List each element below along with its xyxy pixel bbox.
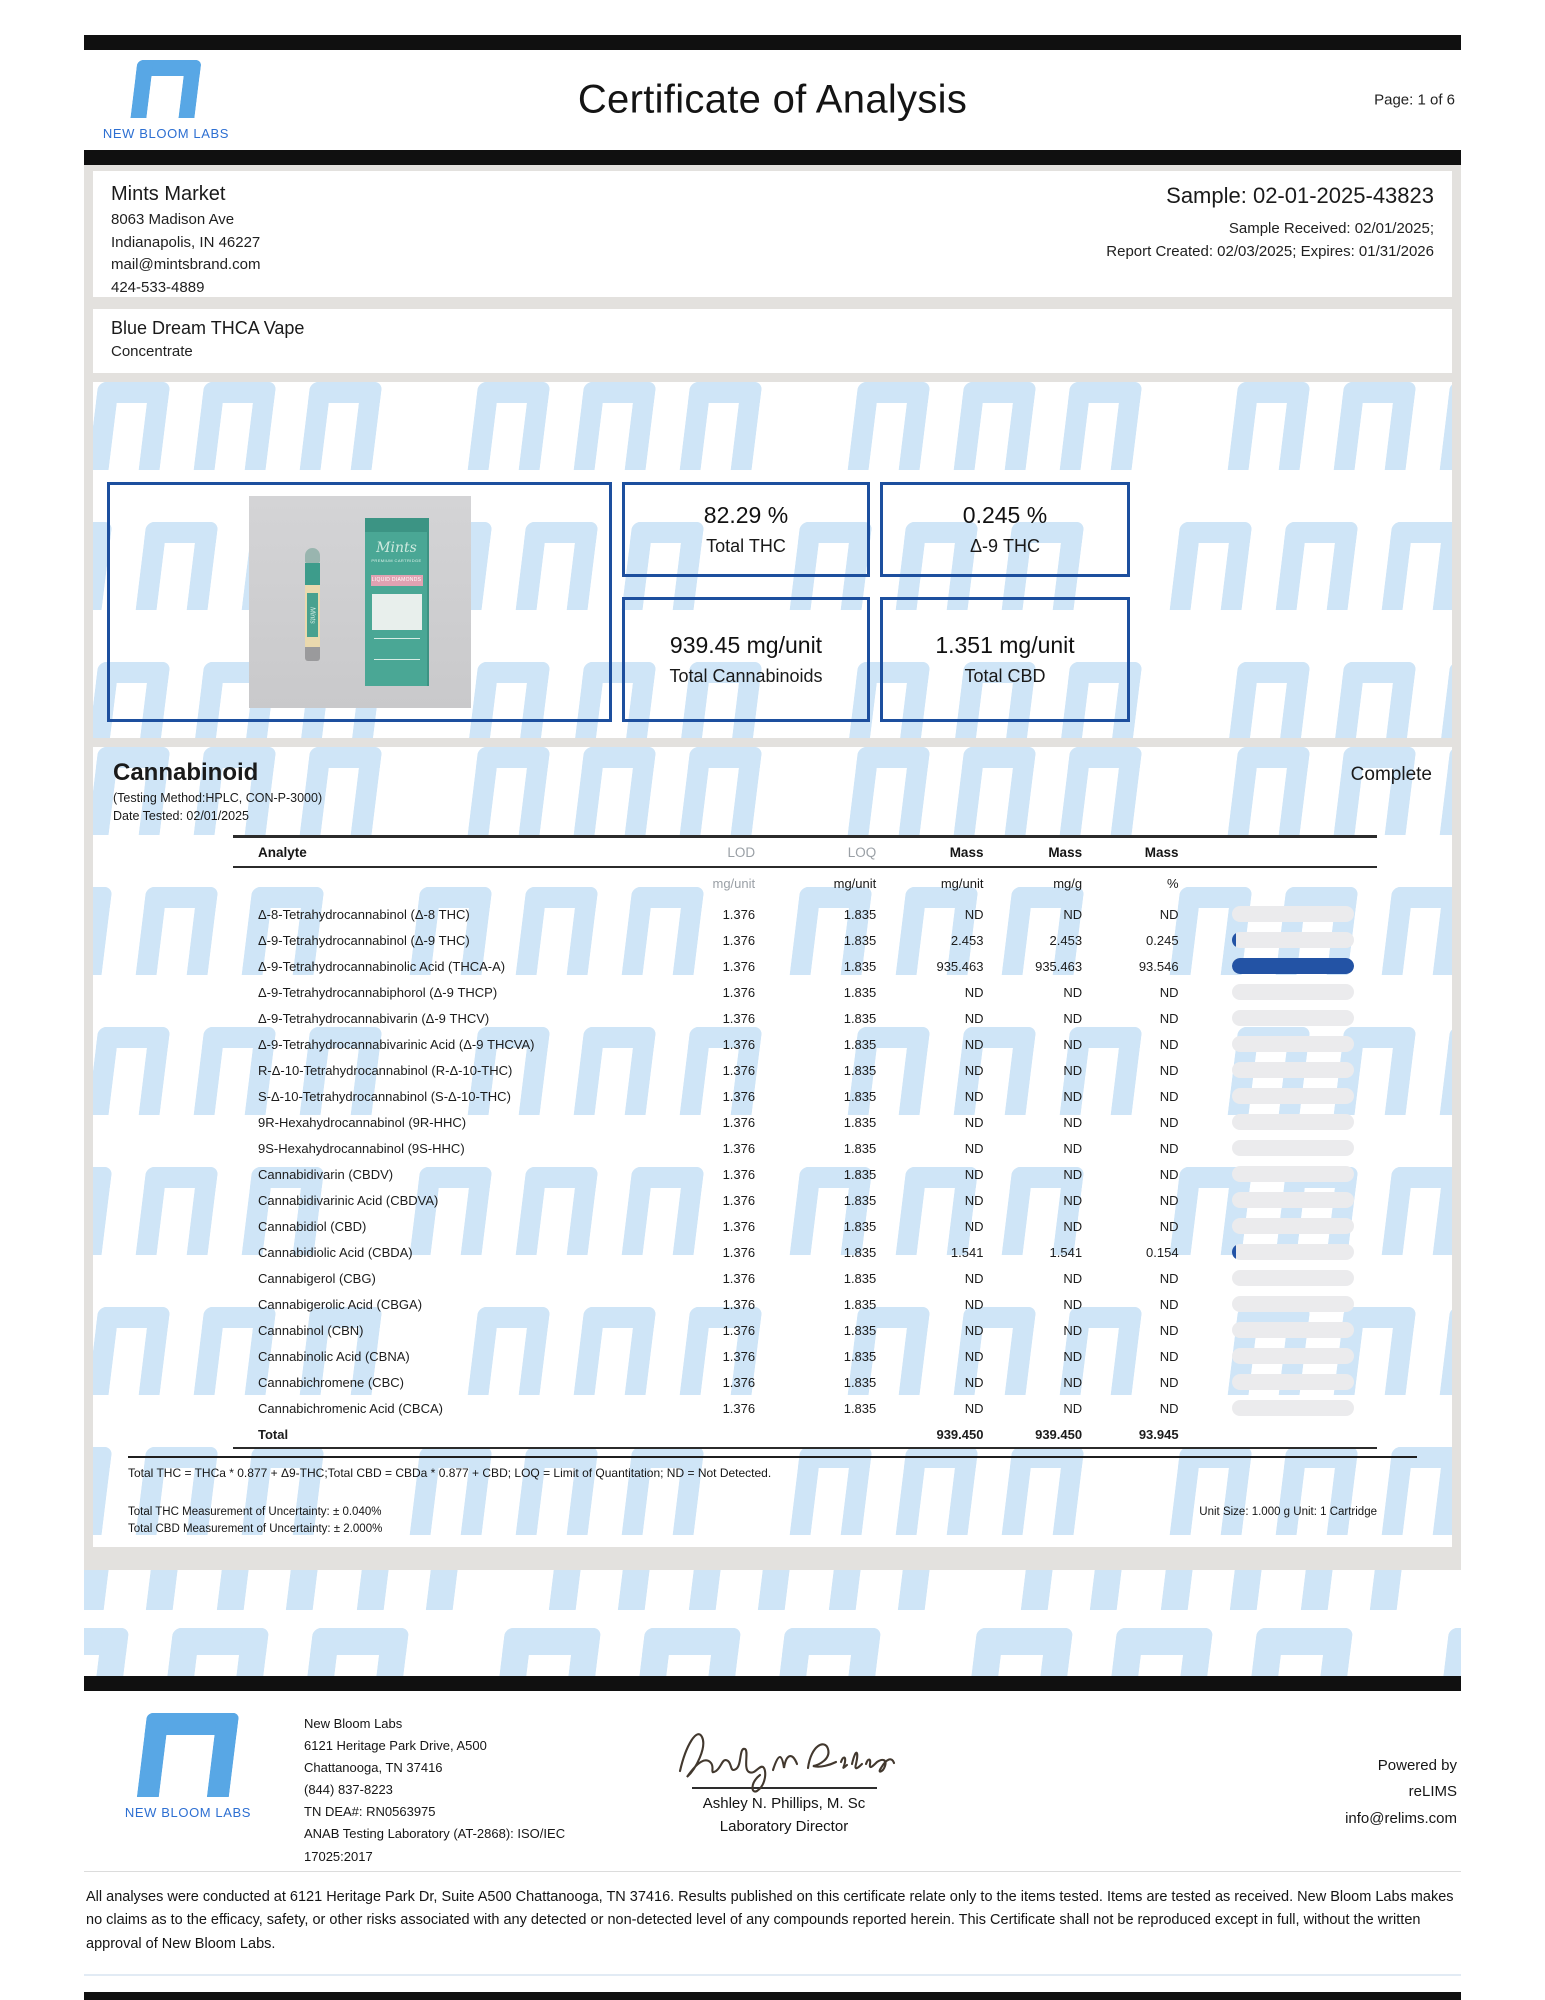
unit-size: Unit Size: 1.000 g Unit: 1 Cartridge (1199, 1506, 1377, 1518)
lod-value: 1.376 (722, 1114, 756, 1130)
vape-cartridge-image: Mints (305, 548, 320, 661)
analyte-name: Cannabidiol (CBD) (258, 1218, 367, 1234)
lod-value: 1.376 (722, 1322, 756, 1338)
lims-name: reLIMS (1408, 1783, 1457, 1801)
mass-mg-g-value: ND (1063, 1114, 1083, 1130)
header-divider-bar (84, 150, 1461, 165)
page-number: Page: 1 of 6 (1374, 91, 1455, 109)
document-header (84, 50, 1461, 150)
loq-value: 1.835 (843, 1010, 877, 1026)
lod-value: 1.376 (722, 906, 756, 922)
top-divider-bar (84, 35, 1461, 50)
analyte-name: Δ-9-Tetrahydrocannabiphorol (Δ-9 THCP) (258, 984, 498, 1000)
client-address-2: Indianapolis, IN 46227 (111, 233, 261, 251)
col-loq: LOQ (847, 845, 877, 860)
bottom-accent-line (84, 1974, 1461, 1976)
mass-bar (1232, 1010, 1354, 1026)
mass-bar (1232, 1218, 1354, 1234)
mass-mg-g-value: ND (1063, 906, 1083, 922)
table-row (233, 1187, 1377, 1213)
delta9-thc-label: Δ-9 THC (969, 536, 1041, 556)
analyte-name: Cannabidiolic Acid (CBDA) (258, 1244, 413, 1260)
mass-mg-unit-value: ND (964, 1348, 984, 1364)
table-row (233, 901, 1377, 927)
analyte-name: Cannabichromenic Acid (CBCA) (258, 1400, 443, 1416)
mass-mg-unit-value: ND (964, 984, 984, 1000)
total-cbd-box (880, 597, 1130, 722)
mass-mg-g-value: ND (1063, 1400, 1083, 1416)
total-cbd-value: 1.351 mg/unit (935, 632, 1075, 658)
lod-value: 1.376 (722, 1088, 756, 1104)
loq-value: 1.835 (843, 906, 877, 922)
mass-mg-unit-value: ND (964, 1400, 984, 1416)
mass-mg-g-value: 939.450 (1035, 1426, 1083, 1442)
mass-pct-value: ND (1159, 1400, 1179, 1416)
mass-bar (1232, 984, 1354, 1000)
product-name: Blue Dream THCA Vape (111, 318, 305, 338)
product-type: Concentrate (111, 343, 193, 360)
table-row (233, 1395, 1377, 1421)
document-footer (84, 1691, 1461, 1871)
cbd-uncertainty: Total CBD Measurement of Uncertainty: ± 2.000% (128, 1523, 383, 1536)
lod-value: 1.376 (722, 1192, 756, 1208)
mass-pct-value: 93.945 (1138, 1426, 1179, 1442)
results-card (93, 382, 1452, 738)
mass-mg-unit-value: ND (964, 1296, 984, 1312)
mass-pct-value: ND (1159, 1036, 1179, 1052)
report-created: Report Created: 02/03/2025; Expires: 01/31/2026 (1106, 243, 1434, 261)
product-photo-box (107, 482, 612, 722)
footer-logo (118, 1713, 258, 1820)
watermark-band (84, 1570, 1461, 1676)
total-thc-value: 82.29 % (703, 502, 789, 528)
mass-mg-unit-value: ND (964, 1114, 984, 1130)
mass-bar (1232, 1114, 1354, 1130)
loq-value: 1.835 (843, 1244, 877, 1260)
signatory-name: Ashley N. Phillips, M. Sc (702, 1795, 866, 1812)
lod-value: 1.376 (722, 1348, 756, 1364)
mass-pct-value: ND (1159, 1010, 1179, 1026)
new-bloom-logo-icon (130, 60, 201, 118)
mass-mg-unit-value: ND (964, 1322, 984, 1338)
content-band (84, 165, 1461, 1570)
loq-value: 1.835 (843, 1296, 877, 1312)
total-cannabinoids-label: Total Cannabinoids (669, 666, 823, 686)
mass-bar (1232, 1322, 1354, 1338)
mass-bar (1232, 1374, 1354, 1390)
mass-bar (1232, 1036, 1354, 1052)
table-row (233, 1369, 1377, 1395)
table-row (233, 1343, 1377, 1369)
mass-mg-g-value: ND (1063, 1218, 1083, 1234)
mass-mg-g-value: ND (1063, 1192, 1083, 1208)
lod-value: 1.376 (722, 1296, 756, 1312)
client-info (111, 183, 261, 296)
mass-pct-value: ND (1159, 1088, 1179, 1104)
mass-mg-unit-value: 939.450 (936, 1426, 984, 1442)
mass-pct-value: ND (1159, 1218, 1179, 1234)
mass-bar (1232, 958, 1354, 974)
mass-mg-g-value: ND (1063, 984, 1083, 1000)
sample-info (1106, 183, 1434, 285)
product-box-image: Mints PREMIUM CARTRIDGE LIQUID DIAMONDS (365, 518, 429, 686)
analyte-name: Cannabigerolic Acid (CBGA) (258, 1296, 423, 1312)
col-lod: LOD (727, 845, 756, 860)
loq-value: 1.835 (843, 1374, 877, 1390)
col-mass-mg-unit: Mass (949, 845, 984, 860)
table-row (233, 1265, 1377, 1291)
loq-value: 1.835 (843, 1270, 877, 1286)
mass-pct-value: ND (1159, 1348, 1179, 1364)
mass-bar (1232, 1348, 1354, 1364)
lod-value: 1.376 (722, 984, 756, 1000)
col-mass-pct: Mass (1144, 845, 1179, 860)
lod-value: 1.376 (722, 1140, 756, 1156)
loq-value: 1.835 (843, 1036, 877, 1052)
analyte-name: Δ-9-Tetrahydrocannabivarinic Acid (Δ-9 THCVA) (258, 1036, 535, 1052)
mass-bar (1232, 1166, 1354, 1182)
mass-mg-g-value: ND (1063, 1062, 1083, 1078)
testing-method: (Testing Method:HPLC, CON-P-3000) (113, 791, 323, 805)
lab-phone: (844) 837-8223 (304, 1782, 393, 1798)
page-title: Certificate of Analysis (577, 77, 968, 122)
analyte-name: 9R-Hexahydrocannabinol (9R-HHC) (258, 1114, 467, 1130)
lab-address-1: 6121 Heritage Park Drive, A500 (304, 1738, 487, 1754)
loq-value: 1.835 (843, 1088, 877, 1104)
mass-mg-g-value: ND (1063, 1036, 1083, 1052)
mass-bar (1232, 1244, 1354, 1260)
mass-mg-unit-value: ND (964, 1192, 984, 1208)
analyte-name: Cannabichromene (CBC) (258, 1374, 404, 1390)
section-status: Complete (1350, 764, 1432, 785)
table-row (233, 1421, 1377, 1447)
lod-value: 1.376 (722, 1036, 756, 1052)
analyte-name: R-Δ-10-Tetrahydrocannabinol (R-Δ-10-THC) (258, 1062, 513, 1078)
mass-bar (1232, 906, 1354, 922)
sample-id: Sample: 02-01-2025-43823 (1166, 183, 1434, 208)
analyte-name: Cannabigerol (CBG) (258, 1270, 376, 1286)
mass-mg-unit-value: ND (964, 1140, 984, 1156)
lod-value: 1.376 (722, 958, 756, 974)
table-row (233, 979, 1377, 1005)
mass-bar (1232, 1062, 1354, 1078)
product-card (93, 309, 1452, 373)
lod-value: 1.376 (722, 1270, 756, 1286)
total-cannabinoids-value: 939.45 mg/unit (669, 632, 823, 658)
analyte-name: Cannabinolic Acid (CBNA) (258, 1348, 410, 1364)
mass-mg-unit-value: 935.463 (936, 958, 984, 974)
mass-bar (1232, 1400, 1354, 1416)
new-bloom-logo (96, 60, 236, 141)
footer-divider-bar (84, 1676, 1461, 1691)
client-email: mail@mintsbrand.com (111, 256, 261, 273)
loq-value: 1.835 (843, 1348, 877, 1364)
lims-email: info@relims.com (1345, 1809, 1457, 1827)
loq-value: 1.835 (843, 984, 877, 1000)
mass-pct-value: 0.245 (1146, 932, 1179, 948)
table-row (233, 1031, 1377, 1057)
mass-mg-g-value: ND (1063, 1374, 1083, 1390)
analyte-name: Cannabidivarinic Acid (CBDVA) (258, 1192, 439, 1208)
mass-pct-value: ND (1159, 1296, 1179, 1312)
client-address-1: 8063 Madison Ave (111, 211, 235, 228)
mass-mg-unit-value: ND (964, 1218, 984, 1234)
table-row (233, 1005, 1377, 1031)
analyte-name: Δ-8-Tetrahydrocannabinol (Δ-8 THC) (258, 906, 470, 922)
loq-value: 1.835 (843, 1140, 877, 1156)
loq-value: 1.835 (843, 958, 877, 974)
mass-mg-g-value: ND (1063, 1140, 1083, 1156)
lab-dea: TN DEA#: RN0563975 (304, 1804, 436, 1820)
total-thc-label: Total THC (706, 536, 786, 556)
logo-wordmark: NEW BLOOM LABS (124, 1805, 252, 1820)
lod-value: 1.376 (722, 1062, 756, 1078)
signature-image (672, 1713, 897, 1793)
table-row (233, 1291, 1377, 1317)
analyte-name: Δ-9-Tetrahydrocannabinol (Δ-9 THC) (258, 932, 470, 948)
table-row (233, 1109, 1377, 1135)
table-row (233, 1239, 1377, 1265)
loq-value (755, 1421, 876, 1447)
mass-mg-g-value: 935.463 (1035, 958, 1083, 974)
client-sample-card (93, 171, 1452, 297)
loq-value: 1.835 (843, 1192, 877, 1208)
mass-bar (1232, 1270, 1354, 1286)
mass-mg-unit-value: ND (964, 1062, 984, 1078)
mass-pct-value: ND (1159, 1140, 1179, 1156)
mass-mg-g-value: 2.453 (1049, 932, 1083, 948)
product-photo (249, 496, 471, 708)
col-analyte: Analyte (258, 845, 307, 860)
mass-mg-g-value: ND (1063, 1270, 1083, 1286)
mass-bar (1232, 1140, 1354, 1156)
table-row (233, 1161, 1377, 1187)
lab-contact-info (304, 1713, 594, 1868)
mass-mg-unit-value: ND (964, 1374, 984, 1390)
mass-pct-value: ND (1159, 1270, 1179, 1286)
date-tested: Date Tested: 02/01/2025 (113, 809, 249, 823)
analyte-name: Total (258, 1426, 289, 1442)
mass-bar (1232, 1192, 1354, 1208)
client-name: Mints Market (111, 183, 226, 205)
powered-by-label: Powered by (1377, 1757, 1457, 1774)
signature-line (692, 1787, 877, 1789)
lod-value: 1.376 (722, 1400, 756, 1416)
loq-value: 1.835 (843, 1166, 877, 1182)
mass-mg-unit-value: ND (964, 1166, 984, 1182)
powered-by-block (1345, 1713, 1457, 1832)
loq-value: 1.835 (843, 1114, 877, 1130)
mass-mg-g-value: ND (1063, 1166, 1083, 1182)
mass-mg-unit-value: ND (964, 906, 984, 922)
mass-pct-value: ND (1159, 906, 1179, 922)
thc-uncertainty: Total THC Measurement of Uncertainty: ± 0.040% (128, 1506, 382, 1518)
table-row (233, 1317, 1377, 1343)
mass-bar (1232, 932, 1354, 948)
loq-value: 1.835 (843, 932, 877, 948)
table-row (233, 927, 1377, 953)
mass-mg-unit-value: ND (964, 1036, 984, 1052)
mass-pct-value: ND (1159, 1114, 1179, 1130)
mass-mg-g-value: ND (1063, 1010, 1083, 1026)
loq-value: 1.835 (843, 1400, 877, 1416)
mass-bar (1232, 1296, 1354, 1312)
loq-value: 1.835 (843, 1062, 877, 1078)
col-mass-mg-g: Mass (1048, 845, 1083, 860)
analyte-name: Δ-9-Tetrahydrocannabivarin (Δ-9 THCV) (258, 1010, 490, 1026)
unit-mass-mg-unit: mg/unit (940, 876, 984, 891)
loq-value: 1.835 (843, 1322, 877, 1338)
mass-mg-unit-value: ND (964, 1010, 984, 1026)
mass-mg-unit-value: ND (964, 1270, 984, 1286)
table-row (233, 1213, 1377, 1239)
disclaimer-text: All analyses were conducted at 6121 Heritage Park Dr, Suite A500 Chattanooga, TN 37416. Results published on this certificate relate only to the items tested. Items are tested as received. New Bloom Labs makes no claims as to the efficacy, safety, or other risks associated with any detected or non-detected level of any compounds reported herein. This Certificate shall not be reproduced except in full, without the written approval of New Bloom Labs. (86, 1889, 1454, 1952)
bottom-bar (84, 1992, 1461, 2000)
unit-loq: mg/unit (833, 876, 877, 891)
lod-value: 1.376 (722, 1010, 756, 1026)
mass-pct-value: 93.546 (1138, 958, 1179, 974)
total-cbd-label: Total CBD (964, 666, 1046, 686)
mass-mg-g-value: ND (1063, 1322, 1083, 1338)
table-row (233, 953, 1377, 979)
summary-results (622, 482, 1130, 722)
delta9-thc-value: 0.245 % (962, 502, 1048, 528)
table-footnote: Total THC = THCa * 0.877 + Δ9-THC;Total CBD = CBDa * 0.877 + CBD; LOQ = Limit of Quantitation; ND = Not Detected. (128, 1466, 772, 1480)
unit-mass-pct: % (1167, 876, 1179, 891)
mass-mg-unit-value: 1.541 (950, 1244, 984, 1260)
signatory-title: Laboratory Director (719, 1818, 849, 1835)
total-cannabinoids-box (622, 597, 870, 722)
delta9-thc-box (880, 482, 1130, 577)
mass-pct-value: ND (1159, 1062, 1179, 1078)
table-row (233, 1057, 1377, 1083)
cannabinoid-table (128, 835, 1377, 1539)
total-thc-box (622, 482, 870, 577)
sample-received: Sample Received: 02/01/2025; (1228, 220, 1434, 237)
analyte-name: Cannabidivarin (CBDV) (258, 1166, 394, 1182)
mass-mg-g-value: ND (1063, 1296, 1083, 1312)
new-bloom-logo-icon (137, 1713, 239, 1797)
mass-pct-value: 0.154 (1146, 1244, 1179, 1260)
uncertainty-block (128, 1504, 382, 1539)
analyte-name: Cannabinol (CBN) (258, 1322, 364, 1338)
lod-value: 1.376 (722, 1244, 756, 1260)
client-phone: 424-533-4889 (111, 278, 205, 296)
mass-pct-value: ND (1159, 1166, 1179, 1182)
unit-lod: mg/unit (712, 876, 756, 891)
analyte-name: S-Δ-10-Tetrahydrocannabinol (S-Δ-10-THC) (258, 1088, 511, 1104)
table-row (233, 1135, 1377, 1161)
mass-pct-value: ND (1159, 1374, 1179, 1390)
lab-address-2: Chattanooga, TN 37416 (304, 1760, 443, 1776)
mass-pct-value: ND (1159, 1322, 1179, 1338)
lod-value: 1.376 (722, 1166, 756, 1182)
analyte-name: Δ-9-Tetrahydrocannabinolic Acid (THCA-A) (258, 958, 506, 974)
lod-value (659, 1421, 755, 1447)
lab-accreditation-1: ANAB Testing Laboratory (AT-2868): ISO/IEC (304, 1826, 566, 1842)
logo-wordmark: NEW BLOOM LABS (102, 125, 230, 141)
lod-value: 1.376 (722, 1218, 756, 1234)
lab-name: New Bloom Labs (304, 1716, 403, 1731)
lod-value: 1.376 (722, 932, 756, 948)
cannabinoid-card (93, 747, 1452, 1547)
mass-bar (1232, 1088, 1354, 1104)
mass-pct-value: ND (1159, 984, 1179, 1000)
mass-mg-g-value: ND (1063, 1088, 1083, 1104)
section-title: Cannabinoid (113, 759, 259, 786)
lod-value: 1.376 (722, 1374, 756, 1390)
mass-mg-unit-value: ND (964, 1088, 984, 1104)
loq-value: 1.835 (843, 1218, 877, 1234)
mass-mg-g-value: 1.541 (1049, 1244, 1083, 1260)
lab-accreditation-2: 17025:2017 (304, 1848, 373, 1864)
mass-pct-value: ND (1159, 1192, 1179, 1208)
mass-mg-g-value: ND (1063, 1348, 1083, 1364)
mass-mg-unit-value: 2.453 (950, 932, 984, 948)
table-row (233, 1083, 1377, 1109)
unit-mass-mg-g: mg/g (1053, 876, 1083, 891)
signature-block (664, 1713, 904, 1835)
analyte-name: 9S-Hexahydrocannabinol (9S-HHC) (258, 1140, 465, 1156)
